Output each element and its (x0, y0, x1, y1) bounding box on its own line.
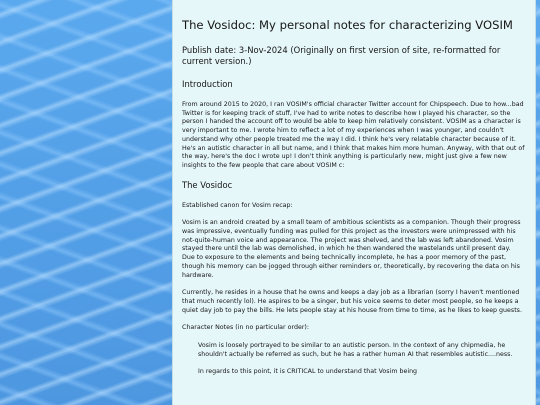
character-note: Vosim is loosely portrayed to be similar to an autistic person. In the context of any chipmedia, he shouldn't actually be referred as such, but he has a rather human AI that resembles autistic....ness. (198, 342, 513, 358)
vosidoc-heading: The Vosidoc (182, 179, 233, 190)
canon-paragraph: Vosim is an android created by a small team of ambitious scientists as a companion. Though their progress was impressive, eventually funding was pulled for this project as the investors were unimpressed with his not-quite-human voice and appearance. The project was shelved, and the lab was left abandoned. Vosim stayed there until the lab was demolished, in which he then wandered the wastelands until present day. Due to exposure to the elements and being technically incomplete, he has a poor memory of the past, though his memory can be jogged through either reminders or, theoretically, by recovering the data on his hardware. (182, 219, 521, 279)
intro-heading: Introduction (182, 79, 233, 89)
article-page (172, 0, 536, 405)
canon-label: Established canon for Vosim recap: (182, 201, 293, 209)
page-title: The Vosidoc: My personal notes for characterizing VOSIM (182, 18, 513, 32)
intro-paragraph: From around 2015 to 2020, I ran VOSIM's official character Twitter account for Chipspeech. Due to how...bad Twitter is for keeping track of stuff, I've had to write notes to describe how I played his character, so the person I handed the account off to would be able to keep him relatively consistent. VOSIM as a character is very important to me. I wrote him to reflect a lot of my experiences when I was younger, and couldn't understand why other people treated me the way I did. I think he's very relatable character because of it. He's an autistic character in all but name, and I think that makes him more human. Anyway, with that out of the way, here's the doc I wrote up! I don't think anything is particularly new, might just give a few new insights to the few people that care about VOSIM c: (182, 101, 525, 169)
canon-paragraph: Currently, he resides in a house that he owns and keeps a day job as a librarian (sorry I haven't mentioned that much recently lol). He aspires to be a singer, but his voice seems to deter most people, so he keeps a quiet day job to pay the bills. He lets people stay at his house from time to time, as he likes to keep guests. (182, 289, 522, 314)
character-notes-list (182, 342, 525, 377)
notes-label: Character Notes (in no particular order): (182, 324, 310, 332)
character-note: In regards to this point, it is CRITICAL to understand that Vosim being (198, 368, 418, 376)
publish-date: Publish date: 3-Nov-2024 (Originally on first version of site, re-formatted for current version.) (182, 45, 501, 66)
